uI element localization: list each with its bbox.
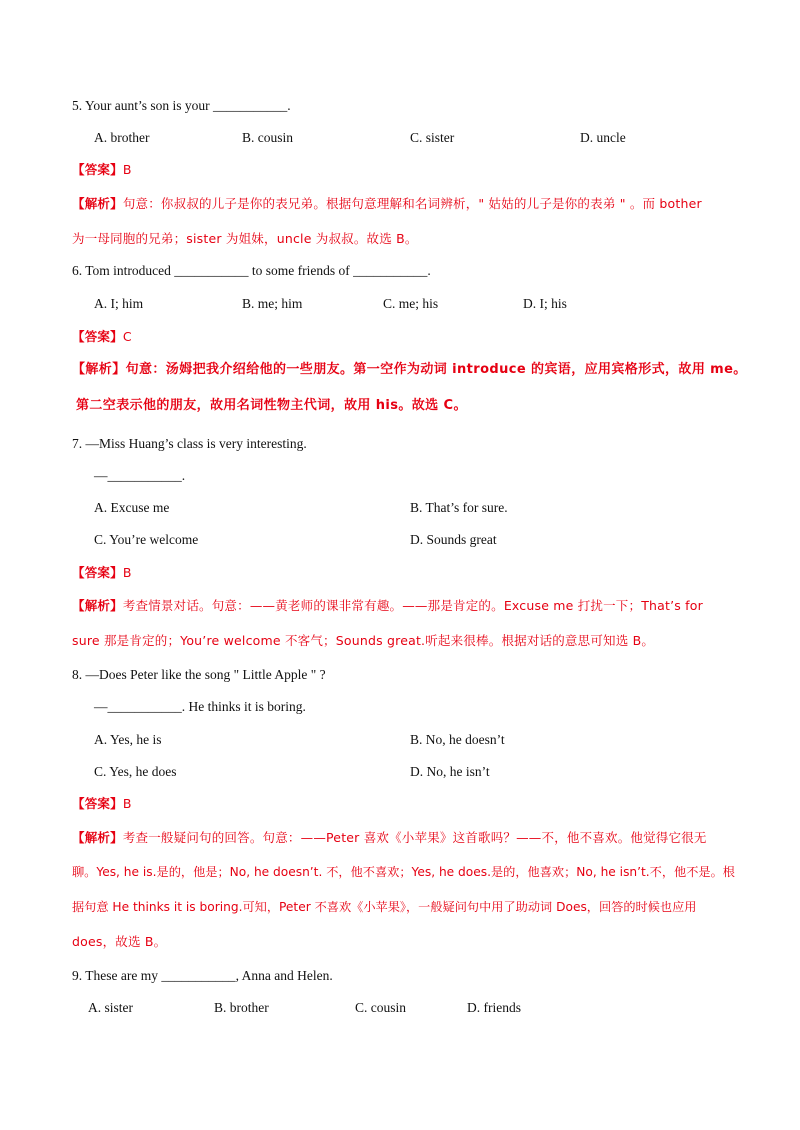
q6-analysis-line-1 (72, 360, 747, 380)
analysis-text: 句意：你叔叔的儿子是你的表兄弟。根据句意理解和名词辨析，" 姑姑的儿子是你的表弟 " 。而 bother (122, 196, 702, 211)
q6-option-a: A. I; him (94, 296, 144, 311)
q9-option-c: C. cousin (355, 1000, 407, 1015)
answer-label: 【答案】 (72, 565, 123, 580)
q8-option-b: B. No, he doesn’t (410, 732, 505, 747)
q7-option-a: A. Excuse me (94, 500, 170, 515)
q7-analysis-line-2: sure 那是肯定的；You’re welcome 不客气；Sounds great.听起来很棒。根据对话的意思可知选 B。 (72, 633, 655, 648)
q5-option-c: C. sister (410, 130, 455, 145)
answer-label: 【答案】 (72, 796, 123, 811)
q8-option-c: C. Yes, he does (94, 764, 177, 779)
q5-analysis-line-1 (72, 194, 702, 214)
q5-option-d: D. uncle (580, 130, 626, 145)
question-7-stem: 7. —Miss Huang’s class is very interesting. (72, 436, 307, 451)
q8-option-d: D. No, he isn’t (410, 764, 490, 779)
q5-analysis-line-2: 为一母同胞的兄弟；sister 为姐妹，uncle 为叔叔。故选 B。 (72, 231, 418, 246)
q7-analysis-line-1 (72, 596, 703, 616)
analysis-label: 【解析】 (72, 362, 126, 377)
q9-option-d: D. friends (467, 1000, 521, 1015)
answer-value: B (122, 565, 132, 580)
analysis-label: 【解析】 (72, 598, 123, 613)
answer-value: C (122, 329, 132, 344)
q7-option-b: B. That’s for sure. (410, 500, 508, 515)
analysis-label: 【解析】 (72, 196, 123, 211)
question-8-stem: 8. —Does Peter like the song " Little Apple " ? (72, 667, 326, 682)
q8-analysis-line-4: does，故选 B。 (72, 934, 167, 949)
q7-option-d: D. Sounds great (410, 532, 497, 547)
q5-option-b: B. cousin (242, 130, 294, 145)
analysis-label: 【解析】 (72, 830, 123, 845)
q8-analysis-line-3: 据句意 He thinks it is boring.可知，Peter 不喜欢《小苹果》，一般疑问句中用了助动词 Does，回答的时候也应用 (72, 900, 697, 914)
q7-reply-blank: —___________. (94, 468, 186, 483)
question-5-stem: 5. Your aunt’s son is your ___________. (72, 98, 291, 113)
analysis-text: 考查情景对话。句意：——黄老师的课非常有趣。——那是肯定的。Excuse me 打扰一下；That’s for (122, 598, 703, 613)
q8-analysis-line-1 (72, 828, 707, 848)
analysis-text: 句意：汤姆把我介绍给他的一些朋友。第一空作为动词 introduce 的宾语，应用宾格形式，故用 me。 (125, 362, 747, 377)
q8-analysis-line-2: 聊。Yes, he is.是的，他是；No, he doesn’t. 不，他不喜欢；Yes, he does.是的，他喜欢；No, he isn’t.不，他不是。根 (72, 865, 735, 879)
question-6-stem: 6. Tom introduced ___________ to some friends of ___________. (72, 263, 431, 278)
q8-reply-blank: —___________. He thinks it is boring. (94, 699, 306, 714)
q9-option-b: B. brother (214, 1000, 269, 1015)
q6-option-d: D. I; his (523, 296, 567, 311)
q5-answer (72, 160, 132, 180)
answer-value: B (122, 162, 132, 177)
q8-answer (72, 794, 132, 814)
q5-option-a: A. brother (94, 130, 150, 145)
q6-option-b: B. me; him (242, 296, 303, 311)
q7-option-c: C. You’re welcome (94, 532, 199, 547)
q6-analysis-line-2: 第二空表示他的朋友，故用名词性物主代词，故用 his。故选 C。 (76, 398, 467, 413)
answer-label: 【答案】 (72, 329, 123, 344)
answer-label: 【答案】 (72, 162, 123, 177)
q6-option-c: C. me; his (383, 296, 439, 311)
analysis-text: 考查一般疑问句的回答。句意：——Peter 喜欢《小苹果》这首歌吗？——不，他不喜欢。他觉得它很无 (122, 830, 707, 845)
q9-option-a: A. sister (88, 1000, 133, 1015)
q7-answer (72, 563, 132, 583)
answer-value: B (122, 796, 132, 811)
q6-answer (72, 327, 132, 347)
question-9-stem: 9. These are my ___________, Anna and Helen. (72, 968, 333, 983)
q8-option-a: A. Yes, he is (94, 732, 162, 747)
